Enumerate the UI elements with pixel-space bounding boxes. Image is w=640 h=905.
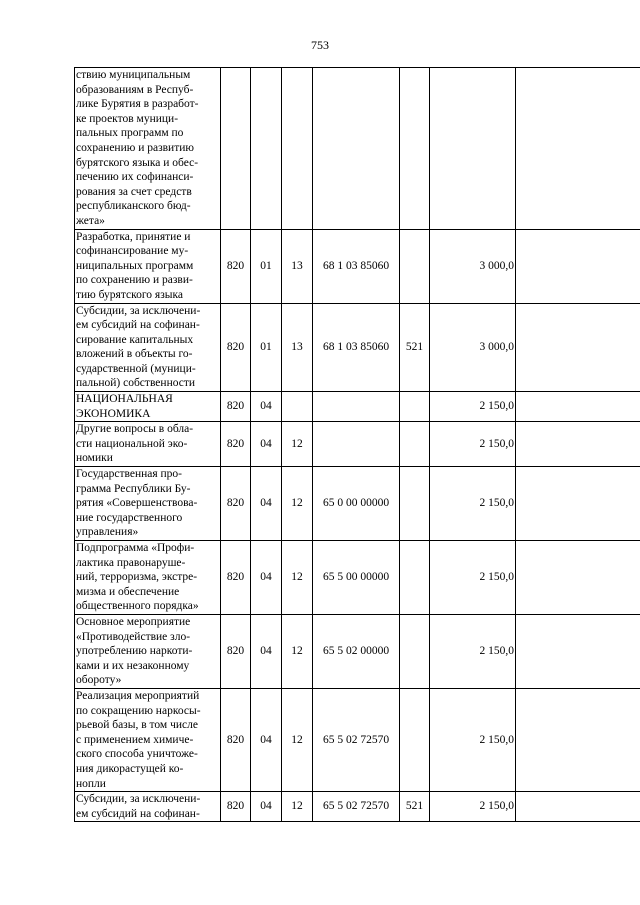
extra-cell xyxy=(516,541,640,615)
expense-type-cell xyxy=(400,422,430,467)
section-cell: 04 xyxy=(251,392,282,422)
expense-type-cell xyxy=(400,467,430,541)
row-name-line: печению их софинанси- xyxy=(76,171,194,184)
subsection-cell xyxy=(282,392,313,422)
grbs-cell: 820 xyxy=(221,688,251,791)
row-name-cell xyxy=(75,614,221,688)
extra-cell xyxy=(516,467,640,541)
row-name-line: Реализация мероприятий xyxy=(76,689,200,702)
section-cell: 04 xyxy=(251,614,282,688)
row-name-line: с применением химиче- xyxy=(76,733,194,746)
expense-type-cell xyxy=(400,614,430,688)
extra-cell xyxy=(516,422,640,467)
target-article-cell: 68 1 03 85060 xyxy=(313,229,400,303)
target-article-cell: 65 0 00 00000 xyxy=(313,467,400,541)
table-row xyxy=(75,392,640,422)
row-name-line: образованиям в Респуб- xyxy=(76,83,194,96)
subsection-cell: 13 xyxy=(282,303,313,392)
row-name-line: рятия «Совершенствова- xyxy=(76,497,198,510)
row-name-line: пальных программ по xyxy=(76,127,184,140)
section-cell: 01 xyxy=(251,229,282,303)
grbs-cell: 820 xyxy=(221,614,251,688)
table-row xyxy=(75,541,640,615)
table-row xyxy=(75,792,640,822)
expense-type-cell xyxy=(400,541,430,615)
row-name-cell xyxy=(75,392,221,422)
extra-cell xyxy=(516,229,640,303)
row-name-line: номики xyxy=(76,452,113,465)
extra-cell xyxy=(516,614,640,688)
expense-type-cell: 521 xyxy=(400,792,430,822)
row-name-line: сохранению и развитию xyxy=(76,141,194,154)
row-name-line: Субсидии, за исключени- xyxy=(76,304,201,317)
row-name-line: рования за счет средств xyxy=(76,185,192,198)
row-name-line: мизма и обеспечение xyxy=(76,585,180,598)
row-name-cell xyxy=(75,467,221,541)
grbs-cell: 820 xyxy=(221,303,251,392)
grbs-cell: 820 xyxy=(221,541,251,615)
row-name-line: Подпрограмма «Профи- xyxy=(76,542,195,554)
target-article-cell xyxy=(313,392,400,422)
amount-cell: 2 150,0 xyxy=(430,392,516,422)
row-name-line: сирование капитальных xyxy=(76,333,194,346)
section-cell xyxy=(251,68,282,230)
row-name-line: употреблению наркоти- xyxy=(76,645,193,658)
row-name-line: обороту» xyxy=(76,674,122,687)
budget-table xyxy=(74,67,640,822)
table-row xyxy=(75,614,640,688)
target-article-cell: 68 1 03 85060 xyxy=(313,303,400,392)
row-name-line: пальной) собственности xyxy=(76,377,196,390)
row-name-line: ского способа уничтоже- xyxy=(76,748,198,761)
target-article-cell: 65 5 02 72570 xyxy=(313,792,400,822)
section-cell: 04 xyxy=(251,467,282,541)
row-name-line: по сохранению и разви- xyxy=(76,274,193,287)
row-name-cell xyxy=(75,792,221,822)
row-name-line: грамма Республики Бу- xyxy=(76,482,191,495)
target-article-cell: 65 5 02 00000 xyxy=(313,614,400,688)
row-name-cell xyxy=(75,303,221,392)
section-cell: 04 xyxy=(251,688,282,791)
expense-type-cell xyxy=(400,392,430,422)
row-name-line: Другие вопросы в обла- xyxy=(76,423,194,436)
row-name-line: нопли xyxy=(76,777,106,790)
extra-cell xyxy=(516,68,640,230)
table-row xyxy=(75,467,640,541)
grbs-cell xyxy=(221,68,251,230)
row-name-line: сударственной (муници- xyxy=(76,362,196,375)
row-name-line: «Противодействие зло- xyxy=(76,630,191,643)
amount-cell: 2 150,0 xyxy=(430,467,516,541)
row-name-line: тию бурятского языка xyxy=(76,288,184,301)
row-name-line: управления» xyxy=(76,526,139,539)
row-name-cell xyxy=(75,541,221,615)
amount-cell: 2 150,0 xyxy=(430,422,516,467)
row-name-line: ние государственного xyxy=(76,511,183,524)
expense-type-cell xyxy=(400,68,430,230)
row-name-cell xyxy=(75,229,221,303)
row-name-line: Разработка, принятие и xyxy=(76,230,191,243)
amount-cell: 3 000,0 xyxy=(430,303,516,392)
row-name-cell xyxy=(75,422,221,467)
row-name-line: ния дикорастущей ко- xyxy=(76,762,184,775)
row-name-line: Основное мероприятие xyxy=(76,615,191,628)
row-name-line: по сокращению наркосы- xyxy=(76,704,201,717)
grbs-cell: 820 xyxy=(221,467,251,541)
extra-cell xyxy=(516,792,640,822)
target-article-cell xyxy=(313,422,400,467)
row-name-cell xyxy=(75,688,221,791)
amount-cell: 2 150,0 xyxy=(430,614,516,688)
row-name-line: ЭКОНОМИКА xyxy=(76,407,151,420)
row-name-cell xyxy=(75,68,221,230)
grbs-cell: 820 xyxy=(221,422,251,467)
row-name-line: ками и их незаконному xyxy=(76,659,190,672)
grbs-cell: 820 xyxy=(221,229,251,303)
amount-cell: 2 150,0 xyxy=(430,792,516,822)
extra-cell xyxy=(516,303,640,392)
expense-type-cell: 521 xyxy=(400,303,430,392)
expense-type-cell xyxy=(400,688,430,791)
subsection-cell: 12 xyxy=(282,614,313,688)
subsection-cell: 12 xyxy=(282,541,313,615)
row-name-line: софинансирование му- xyxy=(76,245,189,258)
row-name-line: лактика правонаруше- xyxy=(76,556,186,569)
target-article-cell: 65 5 00 00000 xyxy=(313,541,400,615)
amount-cell: 3 000,0 xyxy=(430,229,516,303)
extra-cell xyxy=(516,392,640,422)
row-name-line: НАЦИОНАЛЬНАЯ xyxy=(76,393,173,406)
section-cell: 04 xyxy=(251,541,282,615)
subsection-cell: 12 xyxy=(282,422,313,467)
subsection-cell: 13 xyxy=(282,229,313,303)
row-name-line: Субсидии, за исключени- xyxy=(76,793,201,806)
grbs-cell: 820 xyxy=(221,392,251,422)
subsection-cell xyxy=(282,68,313,230)
target-article-cell xyxy=(313,68,400,230)
row-name-line: Государственная про- xyxy=(76,468,183,481)
table-row xyxy=(75,229,640,303)
amount-cell: 2 150,0 xyxy=(430,688,516,791)
target-article-cell: 65 5 02 72570 xyxy=(313,688,400,791)
subsection-cell: 12 xyxy=(282,467,313,541)
row-name-line: ем субсидий на софинан- xyxy=(76,319,200,332)
section-cell: 04 xyxy=(251,422,282,467)
row-name-line: общественного порядка» xyxy=(76,600,199,613)
amount-cell xyxy=(430,68,516,230)
row-name-line: республиканского бюд- xyxy=(76,200,191,213)
row-name-line: сти национальной эко- xyxy=(76,437,188,450)
row-name-line: лике Бурятия в разработ- xyxy=(76,98,199,111)
row-name-line: вложений в объекты го- xyxy=(76,348,193,361)
amount-cell: 2 150,0 xyxy=(430,541,516,615)
row-name-line: ем субсидий на софинан- xyxy=(76,807,200,820)
table-row xyxy=(75,303,640,392)
extra-cell xyxy=(516,688,640,791)
row-name-line: ствию муниципальным xyxy=(76,69,191,81)
grbs-cell: 820 xyxy=(221,792,251,822)
page-number: 753 xyxy=(311,38,329,52)
row-name-line: ке проектов муници- xyxy=(76,112,179,125)
row-name-line: ниципальных программ xyxy=(76,259,194,272)
row-name-line: жета» xyxy=(76,214,105,227)
row-name-line: рьевой базы, в том числе xyxy=(76,719,198,732)
table-row xyxy=(75,68,640,230)
section-cell: 04 xyxy=(251,792,282,822)
subsection-cell: 12 xyxy=(282,792,313,822)
table-row xyxy=(75,422,640,467)
subsection-cell: 12 xyxy=(282,688,313,791)
table-row xyxy=(75,688,640,791)
row-name-line: ний, терроризма, экстре- xyxy=(76,571,198,584)
expense-type-cell xyxy=(400,229,430,303)
row-name-line: бурятского языка и обес- xyxy=(76,156,199,169)
section-cell: 01 xyxy=(251,303,282,392)
